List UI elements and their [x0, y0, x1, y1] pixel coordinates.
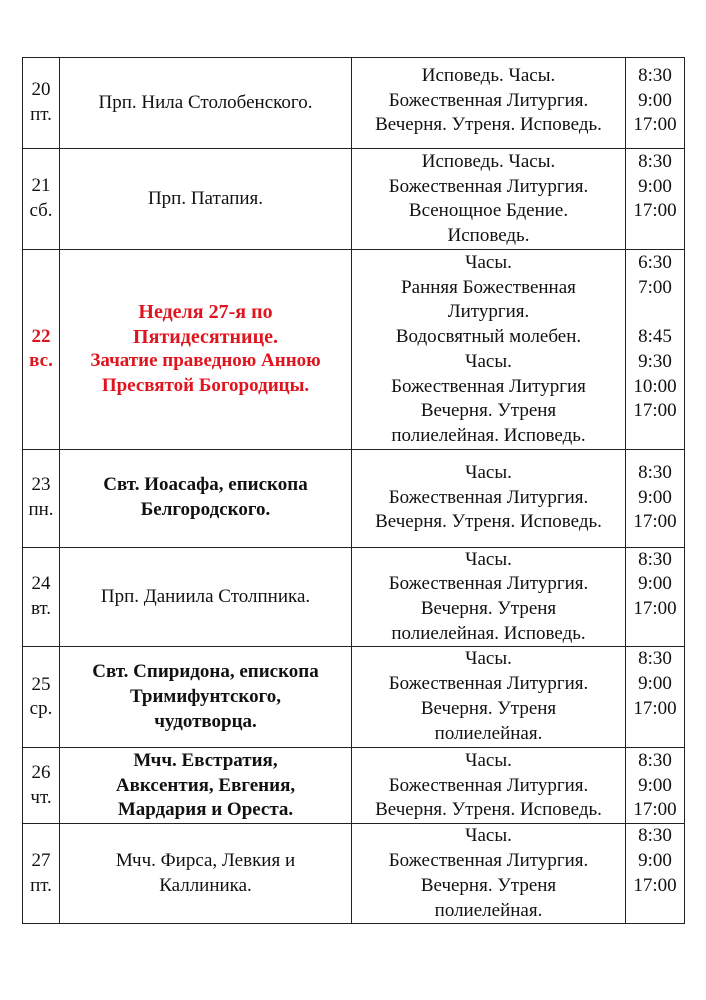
services-cell: [352, 250, 626, 450]
service-line: полиелейная.: [434, 722, 543, 744]
service-time: 17:00: [633, 799, 677, 821]
feast-title: Свт. Спиридона, епископа: [92, 661, 319, 683]
table-row: [23, 449, 685, 547]
service-line: Божественная Литургия.: [388, 89, 589, 111]
service-time: 17:00: [633, 874, 677, 896]
date-cell: [23, 58, 60, 149]
times-cell: [626, 149, 685, 250]
weekday: ср.: [29, 698, 53, 720]
service-line: Часы.: [465, 350, 512, 372]
service-time: 17:00: [633, 200, 677, 222]
day-number: 22: [31, 325, 51, 347]
date-cell: [23, 149, 60, 250]
service-line: полиелейная. Исповедь.: [391, 424, 586, 446]
times-cell: [626, 748, 685, 824]
service-line: Вечерня. Утреня. Исповедь.: [375, 511, 602, 533]
service-line: полиелейная.: [434, 899, 543, 921]
table-row: [23, 58, 685, 149]
service-time: 9:00: [638, 175, 672, 197]
services-cell: [352, 547, 626, 647]
date-cell: [23, 748, 60, 824]
service-line: Ранняя Божественная: [401, 276, 576, 298]
table-row: [23, 748, 685, 824]
service-time: 17:00: [633, 400, 677, 422]
service-time: 17:00: [633, 598, 677, 620]
service-line: Божественная Литургия.: [388, 850, 589, 872]
services-cell: [352, 647, 626, 748]
day-number: 27: [31, 850, 51, 872]
service-time: 9:30: [638, 350, 672, 372]
service-line: Всенощное Бдение.: [408, 200, 569, 222]
feast-title: Прп. Нила Столобенского.: [98, 91, 313, 113]
feast-title: Каллиника.: [159, 874, 252, 896]
service-line: Часы.: [465, 252, 512, 273]
feast-cell: [60, 547, 352, 647]
service-time: 8:30: [638, 648, 672, 670]
feast-title: Прп. Даниила Столпника.: [100, 585, 311, 607]
service-line: Вечерня. Утреня. Исповедь.: [375, 114, 602, 136]
table-row: [23, 824, 685, 924]
service-time: 17:00: [633, 511, 677, 533]
service-time: 8:30: [638, 825, 672, 847]
service-time: 17:00: [633, 697, 677, 719]
feast-cell: [60, 58, 352, 149]
service-line: Вечерня. Утреня: [420, 598, 557, 620]
feast-subtitle: Пресвятой Богородицы.: [101, 375, 310, 397]
services-cell: [352, 748, 626, 824]
service-line: Часы.: [465, 462, 512, 484]
weekday: пн.: [28, 499, 54, 521]
feast-title: Свт. Иоасафа, епископа: [103, 474, 308, 496]
service-line: Вечерня. Утреня: [420, 874, 557, 896]
times-cell: [626, 547, 685, 647]
weekday: чт.: [30, 786, 52, 808]
day-number: 26: [31, 762, 51, 784]
table-row: [23, 149, 685, 250]
service-time: 9:00: [638, 673, 672, 695]
services-cell: [352, 149, 626, 250]
service-line: Часы.: [465, 648, 512, 670]
weekday: вт.: [30, 598, 52, 620]
feast-title: Мардария и Ореста.: [117, 799, 294, 821]
date-cell: [23, 824, 60, 924]
feast-title: Тримифунтского,: [129, 686, 282, 708]
feast-title: Мчч. Евстратия,: [133, 749, 278, 771]
service-line: Божественная Литургия.: [388, 774, 589, 796]
service-line: Божественная Литургия.: [388, 673, 589, 695]
feast-subtitle: Зачатие праведною Анною: [90, 350, 321, 372]
services-cell: [352, 449, 626, 547]
weekday: пт.: [30, 104, 52, 125]
service-time: 8:30: [638, 462, 672, 484]
service-line: Литургия.: [447, 301, 530, 323]
date-cell: [23, 449, 60, 547]
day-number: 24: [31, 573, 51, 595]
service-line: Часы.: [465, 825, 512, 847]
services-cell: [352, 824, 626, 924]
feast-title: чудотворца.: [154, 710, 257, 732]
service-line: Вечерня. Утреня: [420, 697, 557, 719]
service-line: Исповедь. Часы.: [421, 65, 556, 86]
feast-title: Прп. Патапия.: [147, 187, 264, 209]
feast-title: Белгородского.: [140, 499, 271, 521]
service-line: Водосвятный молебен.: [395, 326, 582, 348]
day-number: 23: [31, 474, 51, 496]
weekday: сб.: [29, 200, 53, 221]
table-row: [23, 547, 685, 647]
feast-cell: [60, 748, 352, 824]
feast-cell: [60, 149, 352, 250]
times-cell: [626, 647, 685, 748]
service-line: Вечерня. Утреня: [420, 400, 557, 422]
service-line: полиелейная. Исповедь.: [391, 622, 586, 644]
feast-cell: [60, 250, 352, 450]
service-line: Вечерня. Утреня. Исповедь.: [375, 799, 602, 821]
service-line: Божественная Литургия.: [388, 573, 589, 595]
service-line: Исповедь.: [447, 225, 530, 247]
service-time: 8:30: [638, 65, 672, 86]
service-line: Часы.: [465, 548, 512, 570]
table-row: [23, 250, 685, 450]
service-time: 9:00: [638, 89, 672, 111]
table-row: [23, 647, 685, 748]
service-time: 6:30: [638, 252, 672, 273]
feast-cell: [60, 647, 352, 748]
day-number: 21: [31, 175, 51, 197]
service-time: 8:30: [638, 151, 672, 172]
feast-title: Мчч. Фирса, Левкия и: [115, 850, 296, 872]
service-time: [626, 300, 684, 325]
times-cell: [626, 824, 685, 924]
service-time: 17:00: [633, 114, 677, 136]
services-cell: [352, 58, 626, 149]
service-line: Божественная Литургия.: [388, 175, 589, 197]
service-line: Часы.: [465, 749, 512, 771]
times-cell: [626, 449, 685, 547]
times-cell: [626, 58, 685, 149]
date-cell: [23, 547, 60, 647]
service-time: 7:00: [638, 276, 672, 298]
service-time: 9:00: [638, 486, 672, 508]
service-time: 9:00: [638, 850, 672, 872]
feast-cell: [60, 824, 352, 924]
weekday: пт.: [30, 874, 52, 896]
service-time: 8:30: [638, 749, 672, 771]
date-cell: [23, 647, 60, 748]
date-cell: [23, 250, 60, 450]
feast-cell: [60, 449, 352, 547]
service-line: Божественная Литургия: [391, 375, 586, 397]
feast-title: Неделя 27-я по: [138, 300, 273, 323]
times-cell: [626, 250, 685, 450]
service-line: Исповедь. Часы.: [421, 151, 556, 172]
day-number: 20: [31, 79, 51, 101]
service-time: 9:00: [638, 573, 672, 595]
schedule-table: [22, 57, 685, 924]
service-time: 9:00: [638, 774, 672, 796]
service-time: 10:00: [633, 375, 677, 397]
weekday: вс.: [29, 350, 53, 372]
service-time: 8:45: [638, 326, 672, 348]
service-line: Божественная Литургия.: [388, 486, 589, 508]
feast-title: Авксентия, Евгения,: [115, 774, 296, 796]
service-time: 8:30: [638, 548, 672, 570]
feast-title: Пятидесятнице.: [133, 325, 278, 348]
day-number: 25: [31, 673, 51, 695]
